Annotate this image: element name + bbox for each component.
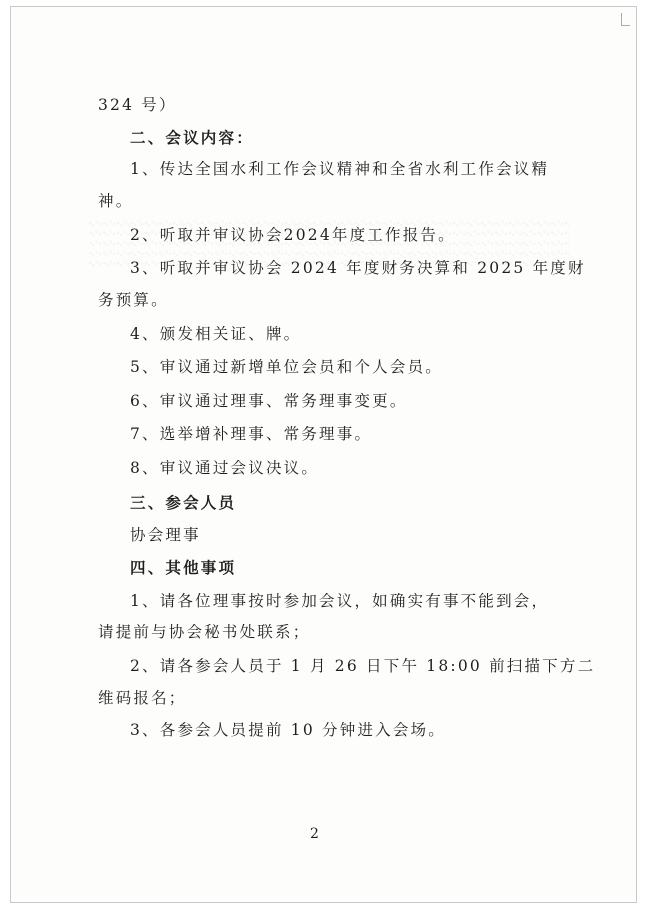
section-heading-meeting-content: 二、会议内容： xyxy=(130,129,254,147)
agenda-item-3-continued: 务预算。 xyxy=(98,291,169,309)
other-item-1-continued: 请提前与协会秘书处联系； xyxy=(98,623,311,641)
other-item-2: 2、请各参会人员于 1 月 26 日下午 18:00 前扫描下方二 xyxy=(130,657,596,675)
agenda-item-3: 3、听取并审议协会 2024 年度财务决算和 2025 年度财 xyxy=(130,259,586,277)
agenda-item-6: 6、审议通过理事、常务理事变更。 xyxy=(130,392,408,410)
other-item-2-continued: 维码报名； xyxy=(98,689,187,707)
document-page xyxy=(10,6,637,903)
agenda-item-7: 7、选举增补理事、常务理事。 xyxy=(130,425,373,443)
other-item-3: 3、各参会人员提前 10 分钟进入会场。 xyxy=(130,721,446,739)
section-heading-attendees: 三、参会人员 xyxy=(130,494,237,512)
agenda-item-1: 1、传达全国水利工作会议精神和全省水利工作会议精 xyxy=(130,160,550,178)
agenda-item-5: 5、审议通过新增单位会员和个人会员。 xyxy=(130,358,443,376)
scan-corner-mark xyxy=(621,13,630,26)
other-item-1: 1、请各位理事按时参加会议，如确实有事不能到会， xyxy=(130,592,550,610)
agenda-item-1-continued: 神。 xyxy=(98,192,134,210)
agenda-item-2: 2、听取并审议协会2024年度工作报告。 xyxy=(130,226,456,244)
agenda-item-4: 4、颁发相关证、牌。 xyxy=(130,325,302,343)
attendees-text: 协会理事 xyxy=(130,526,201,544)
agenda-item-8: 8、审议通过会议决议。 xyxy=(130,459,320,477)
page-number: 2 xyxy=(310,826,319,842)
section-heading-other-matters: 四、其他事项 xyxy=(130,559,237,577)
continuation-line: 324 号） xyxy=(98,96,177,114)
